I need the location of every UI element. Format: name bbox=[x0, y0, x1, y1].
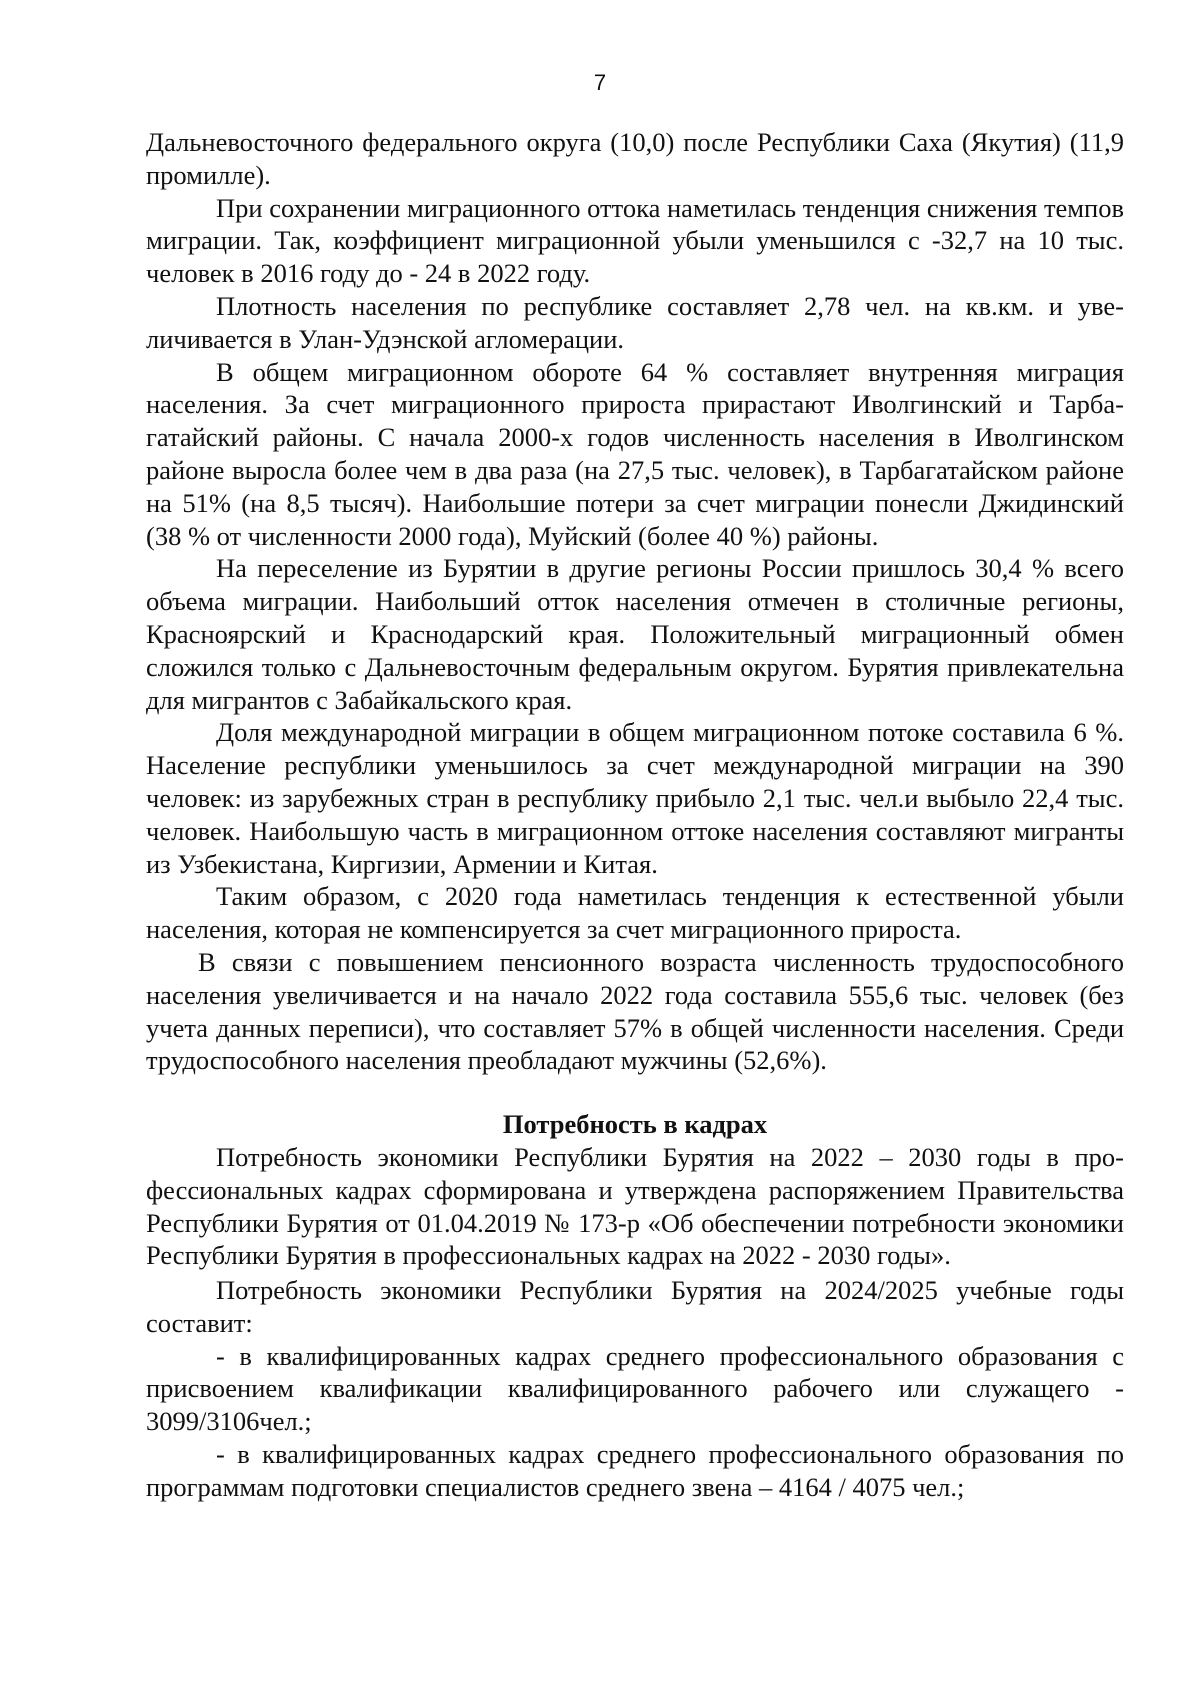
paragraph: Дальневосточного федерального округа (10,0) после Республики Саха (Якутия) (11,9 промилле). bbox=[146, 127, 1124, 190]
document-body bbox=[146, 126, 1124, 1504]
paragraph: При сохранении миграционного оттока наметилась тенденция снижения темпов миграции. Так, коэффициент миграционной убыли уменьшился с -32,7 на 10 тыс. человек в 2016 году до - 24 в 2022 году. bbox=[146, 192, 1124, 289]
section-heading: Потребность в кадрах bbox=[502, 1109, 768, 1140]
list-item: - в квалифицированных кадрах среднего профессионального образования с присвоением квалификации квалифицированного рабочего или служащего - 3099/3106чел.; bbox=[146, 1340, 1124, 1437]
paragraph: В общем миграционном обороте 64 % составляет внутренняя миграция населения. За счет миграционного прироста прирастают Иволгинский и Тарбагатайский районы. С начала 2000-х годов численность населения в Иволгинском районе выросла более чем в два раза (на 27,5 тыс. человек), в Тарбагатайском районе на 51% (на 8,5 тысяч). Наибольшие потери за счет миграции понесли Джидинский (38 % от численности 2000 года), Муйский (более 40 %) районы. bbox=[146, 356, 1124, 551]
paragraph: Потребность экономики Республики Бурятия на 2022 – 2030 годы в профессиональных кадрах сформирована и утверждена распоряжением Правительства Республики Бурятия от 01.04.2019 № 173-р «Об обеспечении потребности экономики Республики Бурятия в профессиональных кадрах на 2022 - 2030 годы». bbox=[146, 1141, 1124, 1271]
paragraph: Таким образом, с 2020 года наметилась тенденция к естественной убыли населения, которая не компенсируется за счет миграционного прироста. bbox=[146, 881, 1124, 945]
paragraph: Плотность населения по республике составляет 2,78 чел. на кв.км. и увеличивается в Улан-Удэнской агломерации. bbox=[146, 290, 1124, 354]
paragraph: Доля международной миграции в общем миграционном потоке составила 6 %. Население республики уменьшилось за счет международной миграции на 390 человек: из зарубежных стран в республику прибыло 2,1 тыс. чел.и выбыло 22,4 тыс. человек. Наибольшую часть в миграционном оттоке населения составляют мигранты из Узбекистана, Киргизии, Армении и Китая. bbox=[146, 717, 1124, 879]
paragraph: В связи с повышением пенсионного возраста численность трудоспособного населения увеличивается и на начало 2022 года составила 555,6 тыс. человек (без учета данных переписи), что составляет 57% в общей численности населения. Среди трудоспособного населения преобладают мужчины (52,6%). bbox=[146, 946, 1124, 1076]
paragraph: Потребность экономики Республики Бурятия на 2024/2025 учебные годы составит: bbox=[146, 1275, 1124, 1338]
list-item: - в квалифицированных кадрах среднего профессионального образования по программам подготовки специалистов среднего звена – 4164 / 4075 чел.; bbox=[146, 1439, 1124, 1502]
page-number: 7 bbox=[593, 70, 607, 95]
paragraph: На переселение из Бурятии в другие регионы России пришлось 30,4 % всего объема миграции. Наибольший отток населения отмечен в столичные регионы, Красноярский и Краснодарский края. Положительный миграционный обмен сложился только с Дальневосточным федеральным округом. Бурятия привлекательна для мигрантов с Забайкальского края. bbox=[146, 553, 1124, 715]
